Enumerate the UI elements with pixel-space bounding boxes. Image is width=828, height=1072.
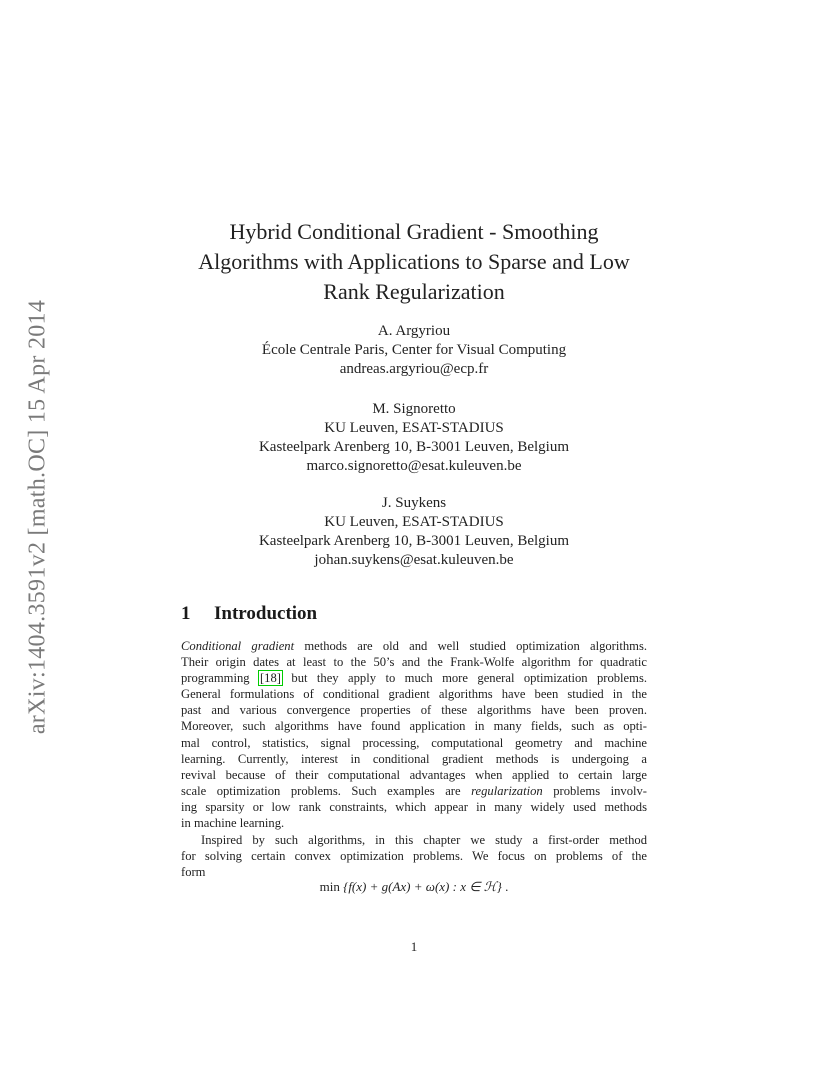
paragraph-line: General formulations of conditional gradient algorithms have been studied in the bbox=[181, 687, 647, 702]
author-address: Kasteelpark Arenberg 10, B-3001 Leuven, Belgium bbox=[258, 533, 570, 549]
author-affiliation: KU Leuven, ESAT-STADIUS bbox=[324, 420, 504, 436]
paragraph-line: mal control, statistics, signal processing, computational geometry and machine bbox=[181, 735, 647, 750]
arxiv-identifier-stamp: arXiv:1404.3591v2 [math.OC] 15 Apr 2014 bbox=[24, 299, 51, 735]
paragraph-line: revival because of their computational advantages when applied to certain large bbox=[181, 767, 647, 782]
title-line-1: Hybrid Conditional Gradient - Smoothing bbox=[229, 219, 599, 244]
emphasis-conditional-gradient: Conditional gradient bbox=[181, 639, 295, 653]
formula-body: {f(x) + g(Ax) + ω(x) : x ∈ ℋ} bbox=[343, 879, 502, 894]
citation-link-18[interactable]: [18] bbox=[259, 671, 281, 686]
author-affiliation: KU Leuven, ESAT-STADIUS bbox=[324, 514, 504, 530]
paragraph-line: programming [18] but they apply to much more general optimization problems. bbox=[181, 671, 647, 686]
author-email: marco.signoretto@esat.kuleuven.be bbox=[306, 458, 522, 474]
paragraph-line: ing sparsity or low rank constraints, which appear in many widely used methods bbox=[181, 799, 647, 814]
section-number: 1 bbox=[181, 603, 191, 624]
intro-paragraph-1 bbox=[181, 638, 647, 831]
section-title: Introduction bbox=[214, 603, 318, 624]
paragraph-line: learning. Currently, interest in conditional gradient methods is undergoing a bbox=[181, 751, 647, 766]
paragraph-line: Inspired by such algorithms, in this chapter we study a first-order method bbox=[201, 833, 647, 847]
paper-title bbox=[150, 217, 678, 307]
title-line-3: Rank Regularization bbox=[323, 279, 505, 304]
author-name: A. Argyriou bbox=[377, 323, 451, 339]
intro-paragraph-2 bbox=[181, 832, 647, 880]
optimization-formula bbox=[181, 879, 647, 895]
paragraph-line: scale optimization problems. Such examples are regularization problems involv- bbox=[181, 783, 647, 798]
author-block-suykens bbox=[150, 494, 678, 570]
paragraph-line: Moreover, such algorithms have found application in many fields, such as opti- bbox=[181, 719, 647, 734]
author-address: Kasteelpark Arenberg 10, B-3001 Leuven, Belgium bbox=[258, 439, 570, 455]
section-heading-introduction bbox=[181, 603, 317, 625]
paragraph-line: in machine learning. bbox=[181, 816, 285, 831]
author-name: M. Signoretto bbox=[372, 401, 456, 417]
author-name: J. Suykens bbox=[381, 495, 447, 511]
emphasis-regularization: regularization bbox=[471, 783, 543, 798]
author-email: andreas.argyriou@ecp.fr bbox=[339, 361, 489, 377]
paragraph-line: Conditional gradient methods are old and well studied optimization algorithms. bbox=[181, 639, 647, 653]
formula-operator: min bbox=[319, 879, 340, 894]
paragraph-line: for solving certain convex optimization problems. We focus on problems of the bbox=[181, 849, 647, 864]
paragraph-line: past and various convergence properties of these algorithms have been proven. bbox=[181, 703, 647, 718]
title-line-2: Algorithms with Applications to Sparse and Low bbox=[198, 249, 630, 274]
author-block-argyriou bbox=[150, 322, 678, 379]
paragraph-line: Their origin dates at least to the 50’s and the Frank-Wolfe algorithm for quadratic bbox=[181, 655, 647, 670]
page-number: 1 bbox=[410, 939, 418, 954]
author-email: johan.suykens@esat.kuleuven.be bbox=[314, 552, 514, 568]
author-block-signoretto bbox=[150, 400, 678, 476]
author-affiliation: École Centrale Paris, Center for Visual Computing bbox=[261, 342, 567, 358]
formula-tail: . bbox=[501, 879, 509, 894]
paragraph-line: form bbox=[181, 865, 206, 880]
